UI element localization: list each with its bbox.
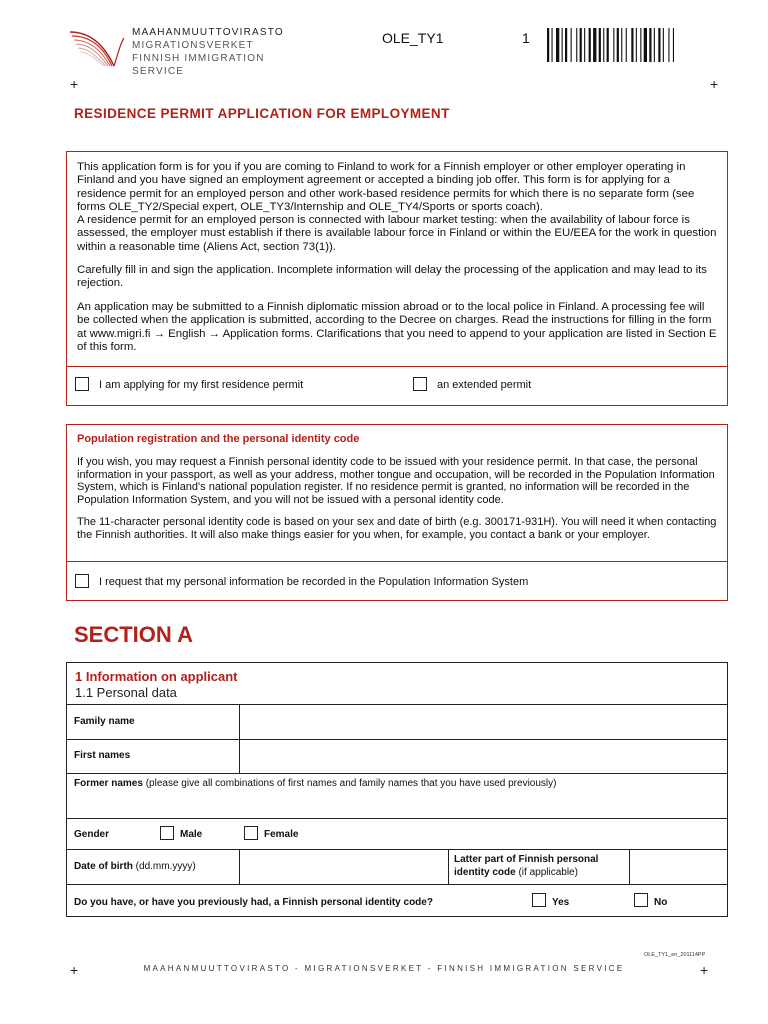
intro-paragraph: This application form is for you if you are coming to Finland to work for a Finnish employer or other employer operating in Finland and you have signed an employment agreement or accepted a binding job offer. This form is for applying for a residence permit for an employed person and other work-based residence permits for which there is no separate form (see forms OLE_TY2/Special expert, OLE_TY3/Internship and OLE_TY4/Sports or sports coach). — [77, 161, 695, 213]
population-box — [66, 424, 728, 601]
dob-label — [74, 861, 196, 872]
extended-permit-checkbox[interactable] — [413, 377, 427, 391]
dob-hint: (dd.mm.yyyy) — [135, 861, 196, 872]
logo-line-sv: MIGRATIONSVERKET — [132, 40, 254, 51]
intro-box — [66, 151, 728, 406]
col-divider — [239, 849, 240, 884]
female-checkbox[interactable] — [244, 826, 258, 840]
page-title: RESIDENCE PERMIT APPLICATION FOR EMPLOYMENT — [74, 106, 450, 121]
id-yes-checkbox[interactable] — [532, 893, 546, 907]
latter-part-hint: (if applicable) — [518, 866, 578, 878]
col-divider — [629, 849, 630, 884]
latter-part-input[interactable] — [631, 851, 727, 883]
first-names-input[interactable] — [241, 741, 727, 772]
population-heading: Population registration and the personal identity code — [77, 433, 360, 445]
barcode-icon — [545, 28, 705, 64]
intro-paragraph: Carefully fill in and sign the application. Incomplete information will delay the processing of the application and may lead to its rejection. — [77, 264, 708, 290]
bird-logo-icon — [66, 24, 126, 72]
population-register-label: I request that my personal information be recorded in the Population Information System — [99, 576, 529, 588]
former-names-hint: (please give all combinations of first names and family names that you have used previously) — [145, 778, 557, 789]
first-permit-label: I am applying for my first residence permit — [99, 379, 304, 391]
logo-line-en: FINNISH IMMIGRATION SERVICE — [132, 53, 265, 77]
first-permit-checkbox[interactable] — [75, 377, 89, 391]
id-question-label: Do you have, or have you previously had, a Finnish personal identity code? — [74, 897, 433, 908]
info-heading: 1 Information on applicant — [75, 669, 238, 684]
registration-mark-icon: + — [700, 962, 709, 978]
registration-mark-icon: + — [710, 76, 719, 92]
population-paragraph: If you wish, you may request a Finnish personal identity code to be issued with your residence permit. In that case, the personal information in your passport, as well as your address, mother tongue and occupation, will be recorded in the Population Information System, which is Finland's national population register. If no residence permit is granted, no information will be recorded in the Population Information System, and you will not be issued with a personal identity code. — [77, 456, 715, 507]
id-no-checkbox[interactable] — [634, 893, 648, 907]
row-divider — [67, 704, 727, 705]
male-checkbox[interactable] — [160, 826, 174, 840]
divider — [67, 561, 727, 562]
footer-text: MAAHANMUUTTOVIRASTO - MIGRATIONSVERKET - FINNISH IMMIGRATION SERVICE — [143, 964, 625, 973]
family-name-input[interactable] — [241, 706, 727, 738]
first-names-label: First names — [74, 750, 131, 761]
population-paragraph: The 11-character personal identity code is based on your sex and date of birth (e.g. 300171-931H). You will need it when contacting the Finnish authorities. It will also make things easier for you when, for example, you contact a bank or your employer. — [77, 516, 717, 541]
form-code: OLE_TY1 — [382, 30, 444, 46]
latter-part-label — [454, 854, 598, 879]
migri-logo — [66, 24, 306, 77]
female-label: Female — [264, 829, 299, 840]
row-divider — [67, 773, 727, 774]
row-divider — [67, 884, 727, 885]
former-names-label — [74, 778, 556, 789]
intro-paragraph: An application may be submitted to a Finnish diplomatic mission abroad or to the local police in Finland. A processing fee will be collected when the application is submitted, according to the Decree on charges. Read the instructions for filling in the form at www.migri.fi → English → Application forms. Clarifications that you need to append to your application are listed in Section E of this form. — [77, 301, 717, 353]
id-yes-label: Yes — [552, 897, 570, 908]
male-label: Male — [180, 829, 203, 840]
population-register-checkbox[interactable] — [75, 574, 89, 588]
dob-input[interactable] — [241, 851, 447, 883]
gender-label: Gender — [74, 829, 110, 840]
divider — [67, 366, 727, 367]
dob-title: Date of birth — [74, 861, 133, 872]
page-number: 1 — [522, 30, 530, 46]
extended-permit-label: an extended permit — [437, 379, 532, 391]
info-subheading: 1.1 Personal data — [75, 685, 177, 700]
id-no-label: No — [654, 897, 668, 908]
former-names-input[interactable] — [69, 791, 727, 817]
applicant-table — [66, 662, 728, 917]
section-title: SECTION A — [74, 622, 193, 647]
row-divider — [67, 849, 727, 850]
former-names-title: Former names — [74, 778, 143, 789]
registration-mark-icon: + — [70, 962, 79, 978]
col-divider — [448, 849, 449, 884]
family-name-label: Family name — [74, 716, 135, 727]
col-divider — [239, 704, 240, 773]
registration-mark-icon: + — [70, 76, 79, 92]
latter-part-line2: identity code — [454, 866, 516, 878]
intro-paragraph: A residence permit for an employed person is connected with labour market testing: when the availability of labour force is assessed, the employer must establish if there is available labour force in Finland or within the EU/EEA for the work in question within a reasonable time (Aliens Act, section 73(1)). — [77, 214, 717, 253]
document-code: OLE_TY1_en_201114PP — [644, 952, 706, 958]
row-divider — [67, 818, 727, 819]
logo-text — [132, 26, 306, 78]
logo-line-fi: MAAHANMUUTTOVIRASTO — [132, 27, 284, 38]
latter-part-line1: Latter part of Finnish personal — [454, 854, 599, 865]
row-divider — [67, 739, 727, 740]
